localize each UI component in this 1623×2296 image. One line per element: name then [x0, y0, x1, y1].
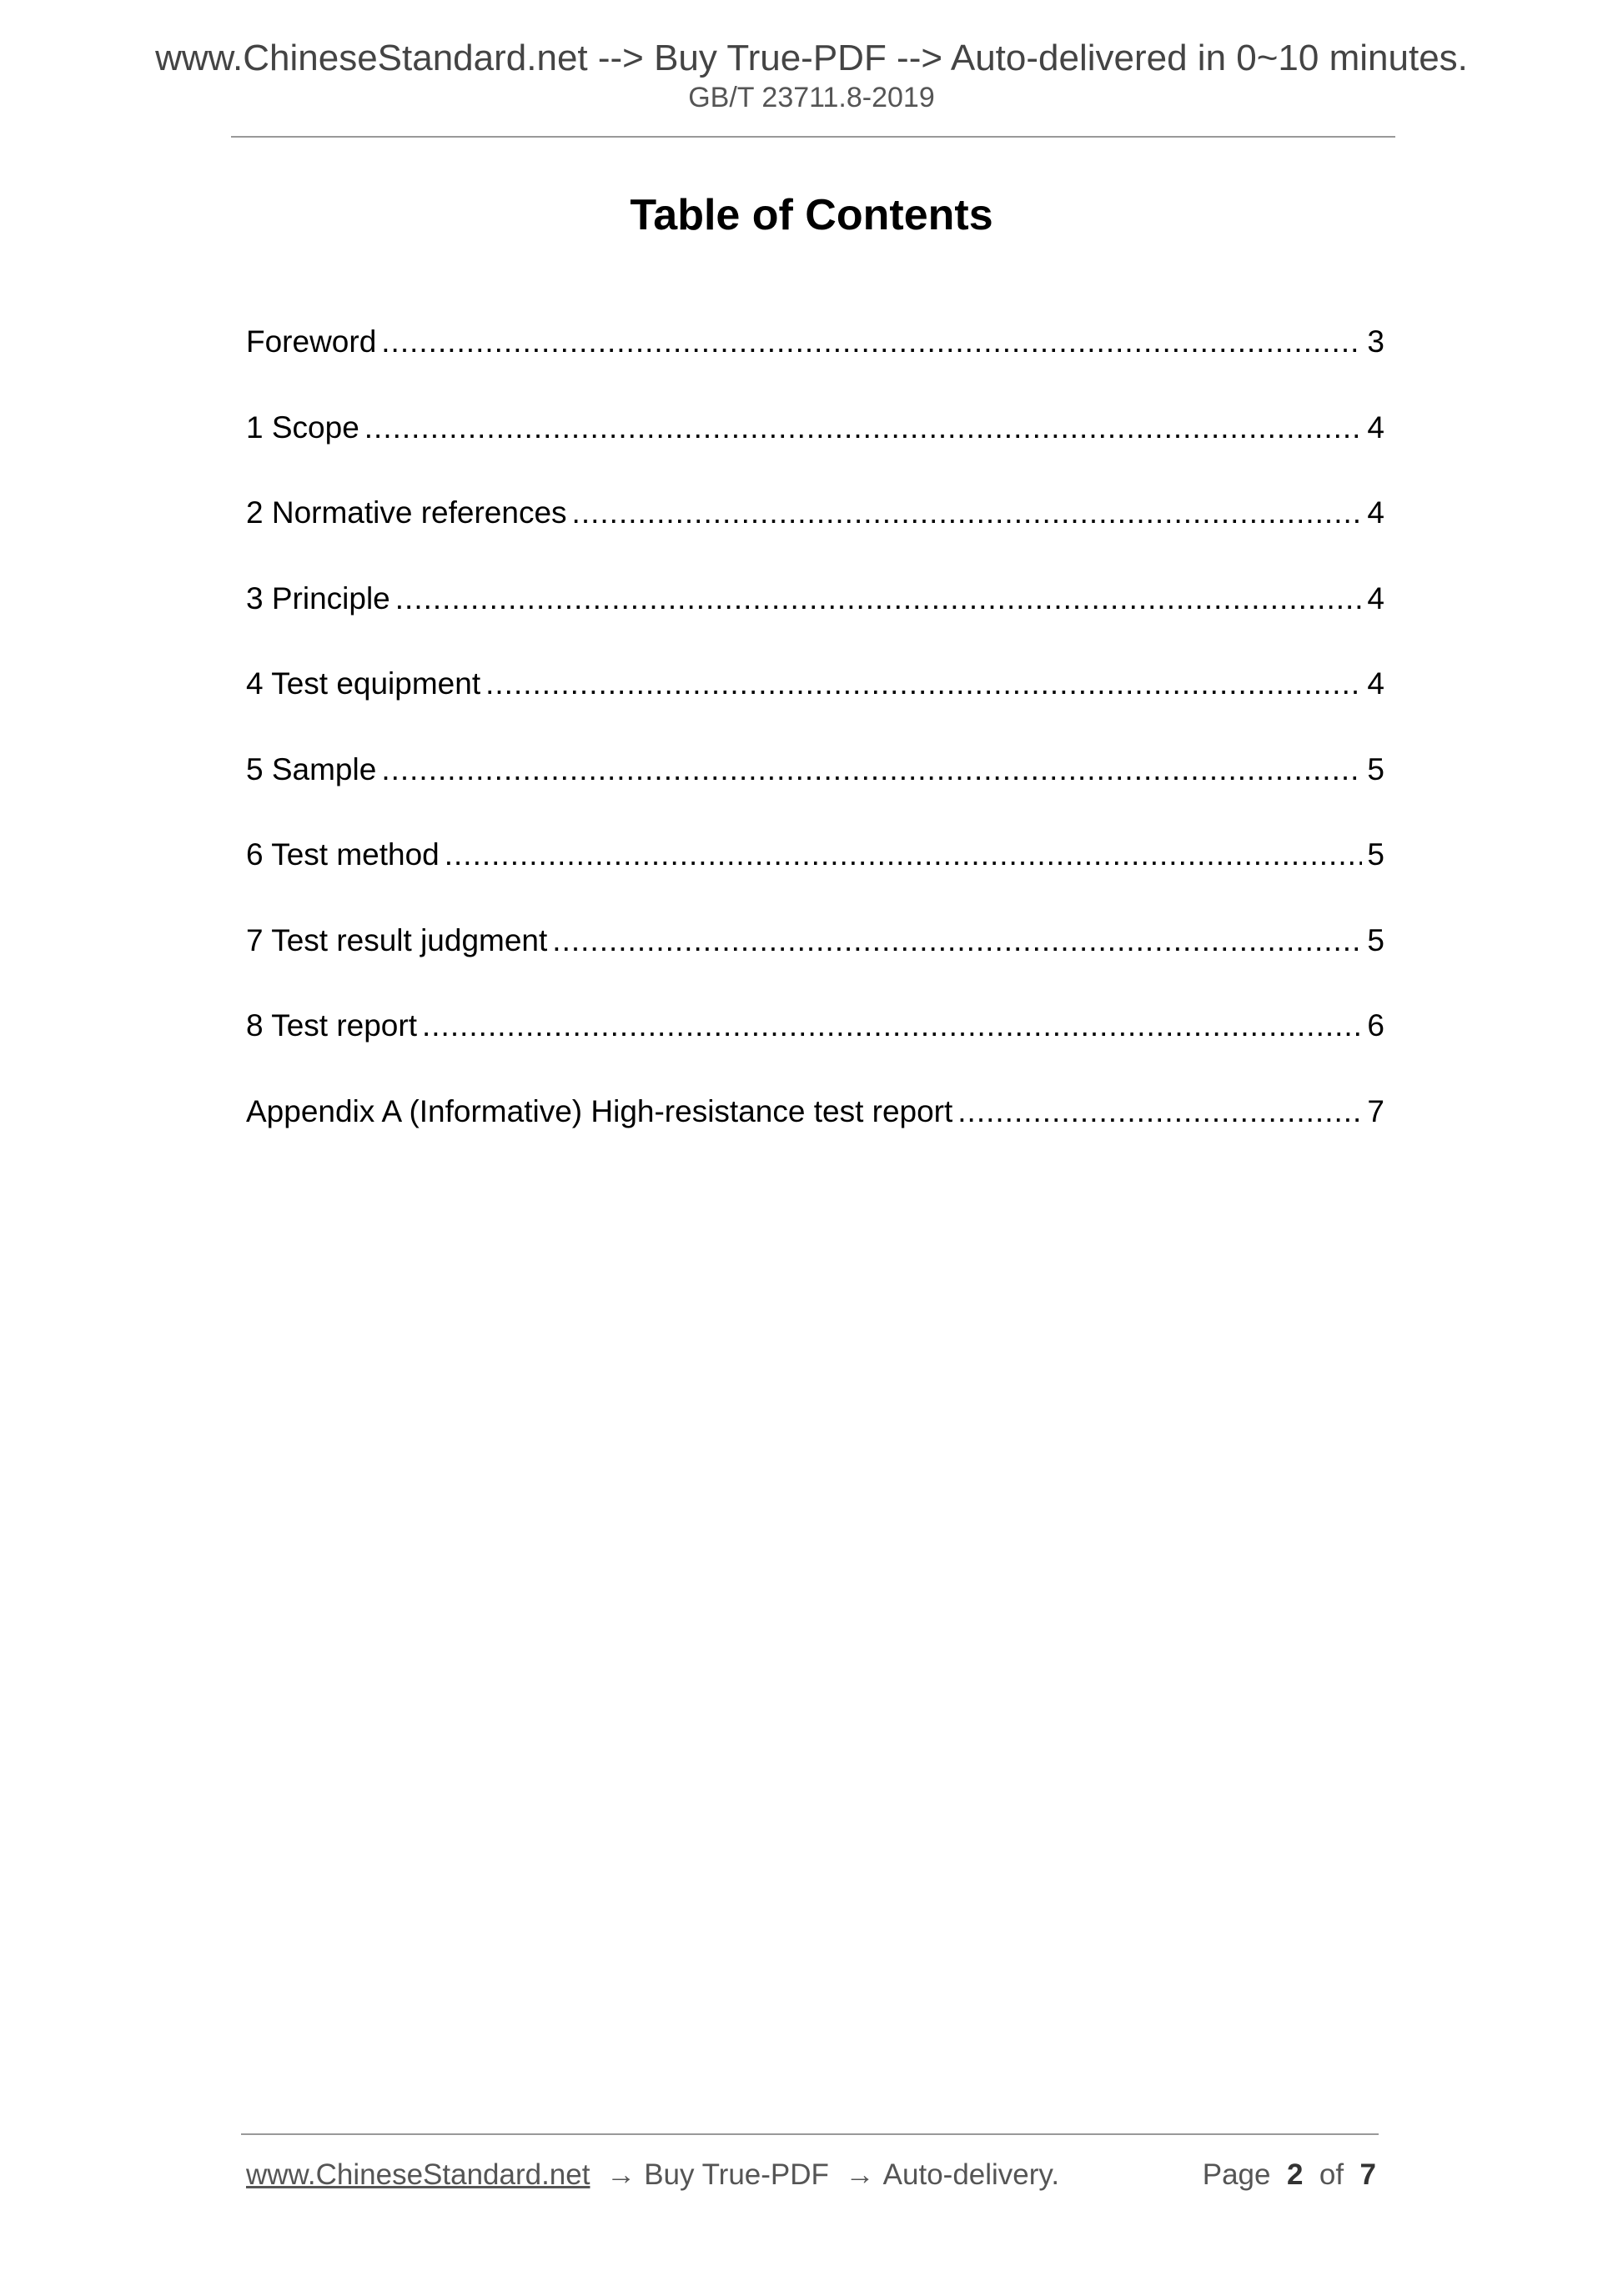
page-current: 2 — [1286, 2158, 1304, 2191]
of-word: of — [1319, 2158, 1344, 2191]
footer-delivery-text: Auto-delivery. — [882, 2158, 1060, 2191]
toc-entry-test-equipment[interactable] — [246, 666, 1384, 751]
toc-entry-page: 4 — [1367, 666, 1384, 701]
dot-leader — [572, 495, 1363, 531]
toc-entry-page: 4 — [1367, 409, 1384, 445]
page-number — [1203, 2158, 1376, 2192]
table-of-contents — [246, 324, 1384, 1178]
page-word: Page — [1202, 2158, 1271, 2191]
toc-entry-test-method[interactable] — [246, 837, 1384, 922]
toc-entry-page: 4 — [1367, 580, 1384, 615]
dot-leader — [552, 922, 1362, 959]
toc-entry-page: 6 — [1367, 1008, 1384, 1042]
toc-entry-label: Appendix A (Informative) High-resistance test report — [246, 1093, 953, 1128]
dot-leader — [445, 837, 1363, 873]
toc-entry-normative-references[interactable] — [246, 495, 1384, 580]
toc-entry-label: 2 Normative references — [246, 495, 567, 530]
dot-leader — [364, 409, 1363, 446]
toc-entry-page: 3 — [1367, 324, 1384, 359]
toc-entry-page: 5 — [1367, 922, 1384, 957]
dot-leader — [957, 1093, 1362, 1130]
toc-entry-label: 6 Test method — [246, 837, 440, 872]
page-footer — [246, 2158, 1376, 2192]
footer-site-link[interactable]: www.ChineseStandard.net — [246, 2158, 590, 2191]
footer-divider — [241, 2133, 1379, 2135]
toc-entry-sample[interactable] — [246, 751, 1384, 837]
dot-leader — [381, 324, 1362, 360]
toc-entry-test-report[interactable] — [246, 1007, 1384, 1093]
toc-entry-label: 8 Test report — [246, 1008, 417, 1042]
footer-buy-text: Buy True-PDF — [644, 2158, 829, 2191]
toc-entry-principle[interactable] — [246, 580, 1384, 666]
toc-entry-page: 4 — [1367, 495, 1384, 530]
toc-entry-label: 1 Scope — [246, 409, 359, 445]
site-banner: www.ChineseStandard.net --> Buy True-PDF --> Auto-delivered in 0~10 minutes. — [155, 38, 1468, 78]
dot-leader — [485, 666, 1362, 702]
dot-leader — [395, 580, 1363, 617]
toc-entry-scope[interactable] — [246, 409, 1384, 495]
standard-code: GB/T 23711.8-2019 — [688, 82, 935, 113]
toc-entry-label: 5 Sample — [246, 751, 377, 786]
footer-promo — [246, 2158, 1059, 2192]
arrow-right-icon: → — [845, 2158, 875, 2191]
page-title: Table of Contents — [630, 191, 993, 239]
toc-entry-page: 5 — [1367, 751, 1384, 786]
toc-entry-appendix-a[interactable] — [246, 1093, 1384, 1179]
toc-entry-page: 7 — [1367, 1093, 1384, 1128]
toc-entry-test-result-judgment[interactable] — [246, 922, 1384, 1008]
dot-leader — [422, 1007, 1362, 1044]
arrow-right-icon: → — [606, 2158, 636, 2191]
toc-entry-label: 3 Principle — [246, 580, 390, 615]
toc-entry-label: Foreword — [246, 324, 377, 359]
toc-entry-foreword[interactable] — [246, 324, 1384, 409]
toc-entry-label: 7 Test result judgment — [246, 922, 548, 957]
toc-entry-label: 4 Test equipment — [246, 666, 481, 701]
header-divider — [231, 136, 1395, 138]
toc-entry-page: 5 — [1367, 837, 1384, 872]
dot-leader — [381, 751, 1362, 788]
page-total: 7 — [1359, 2158, 1376, 2191]
